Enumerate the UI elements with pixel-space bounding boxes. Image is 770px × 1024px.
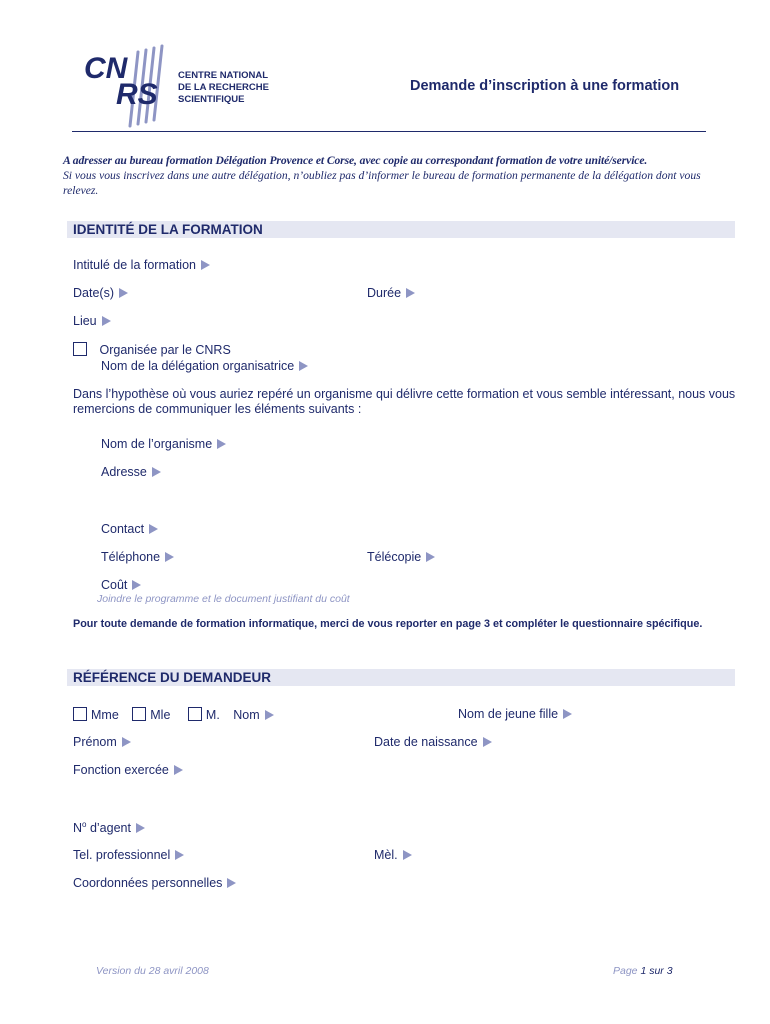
fonction-label: Fonction exercée bbox=[73, 763, 169, 777]
cnrs-logo-graphic bbox=[82, 44, 177, 130]
nom-delegation-label: Nom de la délégation organisatrice bbox=[101, 359, 295, 373]
duree-field[interactable] bbox=[367, 286, 415, 300]
n-agent-prefix: N bbox=[73, 821, 83, 836]
header-divider bbox=[72, 131, 706, 132]
organisee-row bbox=[73, 342, 231, 357]
duree-label: Durée bbox=[367, 286, 402, 300]
svg-text:RS: RS bbox=[116, 78, 158, 111]
version-text: Version du 28 avril 2008 bbox=[96, 965, 209, 977]
intro-bold-line: A adresser au bureau formation Délégation Provence et Corse, avec copie au correspondant formation de votre unité/service. bbox=[63, 154, 648, 167]
tel-pro-label: Tel. professionnel bbox=[73, 848, 171, 862]
date-naissance-field[interactable] bbox=[374, 735, 492, 749]
arrow-icon bbox=[136, 823, 145, 833]
arrow-icon bbox=[175, 850, 184, 860]
mel-label: Mèl. bbox=[374, 848, 398, 862]
adresse-label: Adresse bbox=[101, 465, 147, 479]
tel-pro-field[interactable] bbox=[73, 848, 184, 862]
telephone-field[interactable] bbox=[101, 550, 174, 564]
joindre-note: Joindre le programme et le document justifiant du coût bbox=[97, 593, 350, 605]
svg-text:CN: CN bbox=[84, 52, 128, 85]
cout-label: Coût bbox=[101, 578, 128, 592]
page-count: 1 sur 3 bbox=[640, 965, 673, 977]
cnrs-logo bbox=[82, 44, 177, 130]
arrow-icon bbox=[119, 288, 128, 298]
contact-label: Contact bbox=[101, 522, 145, 536]
adresse-field[interactable] bbox=[101, 465, 161, 479]
arrow-icon bbox=[165, 552, 174, 562]
arrow-icon bbox=[403, 850, 412, 860]
page-title: Demande d’inscription à une formation bbox=[410, 78, 680, 94]
arrow-icon bbox=[265, 710, 274, 720]
org-name bbox=[178, 70, 269, 106]
intro-note: Si vous vous inscrivez dans une autre délégation, n’oubliez pas d’informer le bureau de formation permanente de la délégation dont vous relevez. bbox=[63, 169, 701, 197]
coordonnees-label: Coordonnées personnelles bbox=[73, 876, 223, 890]
arrow-icon bbox=[483, 737, 492, 747]
fonction-field[interactable] bbox=[73, 763, 183, 777]
arrow-icon bbox=[201, 260, 210, 270]
organisee-checkbox[interactable] bbox=[73, 342, 87, 356]
informatique-note: Pour toute demande de formation informatique, merci de vous reporter en page 3 et compléter le questionnaire spécifique. bbox=[73, 618, 703, 630]
arrow-icon bbox=[563, 709, 572, 719]
mel-field[interactable] bbox=[374, 848, 412, 862]
dates-label: Date(s) bbox=[73, 286, 114, 300]
section-title-identite: IDENTITÉ DE LA FORMATION bbox=[73, 222, 263, 237]
m-label: M. bbox=[205, 708, 220, 722]
prenom-label: Prénom bbox=[73, 735, 117, 749]
nom-jeune-fille-label: Nom de jeune fille bbox=[458, 707, 559, 721]
mle-label: Mle bbox=[150, 708, 171, 722]
mme-label: Mme bbox=[91, 708, 119, 722]
prenom-field[interactable] bbox=[73, 735, 131, 749]
civilite-row bbox=[73, 707, 274, 722]
n-agent-suffix: d’agent bbox=[86, 821, 131, 836]
lieu-label: Lieu bbox=[73, 314, 97, 328]
page-number bbox=[613, 965, 673, 977]
nom-delegation-field[interactable] bbox=[101, 359, 308, 373]
arrow-icon bbox=[152, 467, 161, 477]
m-checkbox[interactable] bbox=[188, 707, 202, 721]
nom-organisme-label: Nom de l’organisme bbox=[101, 437, 213, 451]
section-title-demandeur: RÉFÉRENCE DU DEMANDEUR bbox=[73, 670, 272, 685]
arrow-icon bbox=[406, 288, 415, 298]
org-line-3: SCIENTIFIQUE bbox=[178, 94, 245, 105]
nom-jeune-fille-field[interactable] bbox=[458, 707, 572, 721]
arrow-icon bbox=[132, 580, 141, 590]
coordonnees-field[interactable] bbox=[73, 876, 236, 890]
org-line-1: CENTRE NATIONAL bbox=[178, 70, 269, 81]
arrow-icon bbox=[122, 737, 131, 747]
intro-block bbox=[63, 153, 763, 198]
hypothese-text: Dans l’hypothèse où vous auriez repéré un organisme qui délivre cette formation et vous semble intéressant, nous vous remercions de communiquer les éléments suivants : bbox=[73, 387, 736, 416]
n-agent-sup: o bbox=[82, 820, 87, 829]
lieu-field[interactable] bbox=[73, 314, 111, 328]
n-agent-field[interactable] bbox=[73, 820, 145, 835]
telecopie-field[interactable] bbox=[367, 550, 435, 564]
org-line-2: DE LA RECHERCHE bbox=[178, 82, 269, 93]
arrow-icon bbox=[102, 316, 111, 326]
arrow-icon bbox=[149, 524, 158, 534]
contact-field[interactable] bbox=[101, 522, 158, 536]
mme-checkbox[interactable] bbox=[73, 707, 87, 721]
arrow-icon bbox=[426, 552, 435, 562]
nom-label: Nom bbox=[233, 708, 260, 722]
intitule-label: Intitulé de la formation bbox=[73, 258, 196, 272]
mle-checkbox[interactable] bbox=[132, 707, 146, 721]
arrow-icon bbox=[227, 878, 236, 888]
arrow-icon bbox=[299, 361, 308, 371]
nom-field[interactable] bbox=[233, 708, 273, 722]
telecopie-label: Télécopie bbox=[367, 550, 422, 564]
page-prefix: Page bbox=[613, 965, 641, 977]
cout-field[interactable] bbox=[101, 578, 141, 592]
arrow-icon bbox=[217, 439, 226, 449]
dates-field[interactable] bbox=[73, 286, 128, 300]
arrow-icon bbox=[174, 765, 183, 775]
organisee-label: Organisée par le CNRS bbox=[99, 343, 231, 357]
nom-organisme-field[interactable] bbox=[101, 437, 226, 451]
date-naissance-label: Date de naissance bbox=[374, 735, 478, 749]
telephone-label: Téléphone bbox=[101, 550, 161, 564]
intitule-field[interactable] bbox=[73, 258, 210, 272]
